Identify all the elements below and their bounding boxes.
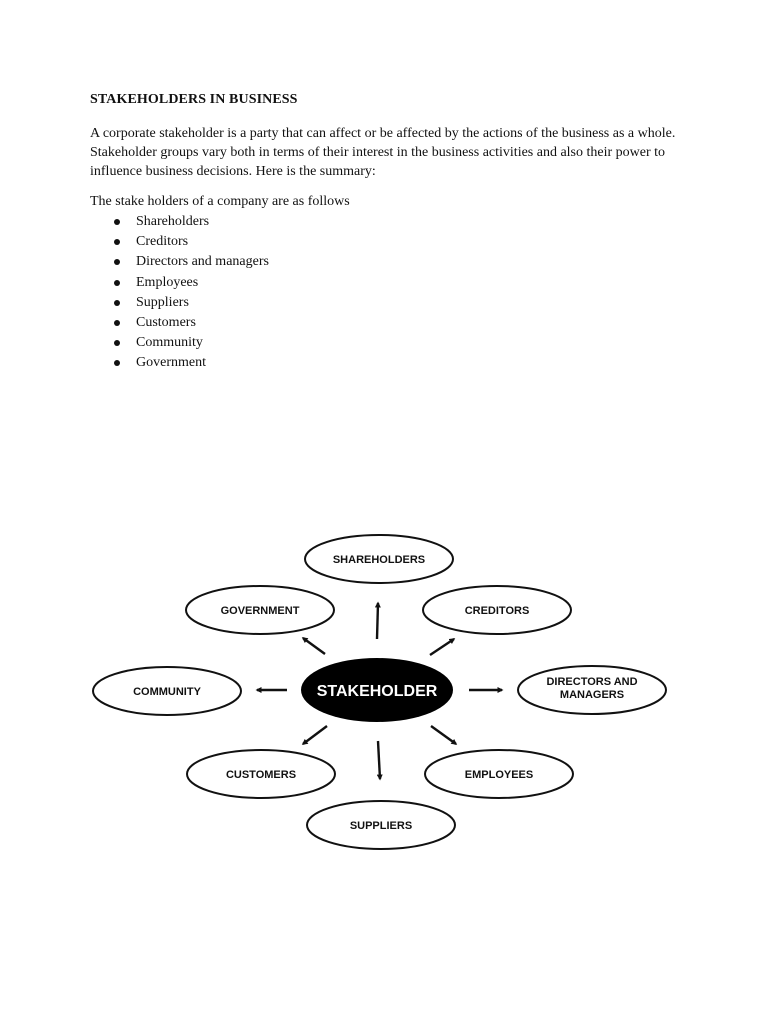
list-item-label: Employees [136,274,199,290]
arrow-to-shareholders [377,603,378,639]
creditors-label: CREDITORS [464,605,530,617]
employees-label: EMPLOYEES [464,769,534,781]
directors-label-line2: MANAGERS [559,689,625,701]
intro-line-1: A corporate stakeholder is a party that can affect or be affected by the actions of the business as a whole. [90,126,676,141]
directors-label-line1: DIRECTORS AND [546,676,638,688]
stakeholder-center-label: STAKEHOLDER [316,683,438,700]
shareholders-label: SHAREHOLDERS [332,554,426,566]
list-item-label: Customers [136,314,196,330]
intro-line-2: Stakeholder groups vary both in terms of their interest in the business activities and also their power to [90,145,666,160]
list-item-label: Shareholders [136,214,210,229]
suppliers-label: SUPPLIERS [349,820,413,832]
page-title: STAKEHOLDERS IN BUSINESS [90,92,298,107]
arrow-to-customers [303,726,327,744]
list-item-label: Government [136,355,206,371]
government-label: GOVERNMENT [220,605,300,617]
arrow-to-creditors [430,639,454,655]
list-intro: The stake holders of a company are as follows [90,194,350,209]
community-label: COMMUNITY [133,686,201,698]
list-item-label: Community [136,335,203,351]
arrow-to-employees [431,726,456,744]
intro-line-3: influence business decisions. Here is the summary: [90,164,376,179]
arrow-to-suppliers [378,741,380,779]
customers-label: CUSTOMERS [225,769,297,781]
list-item-label: Suppliers [136,294,189,310]
list-item-label: Creditors [136,234,189,250]
arrow-to-government [303,638,325,654]
list-item-label: Directors and managers [136,254,269,270]
